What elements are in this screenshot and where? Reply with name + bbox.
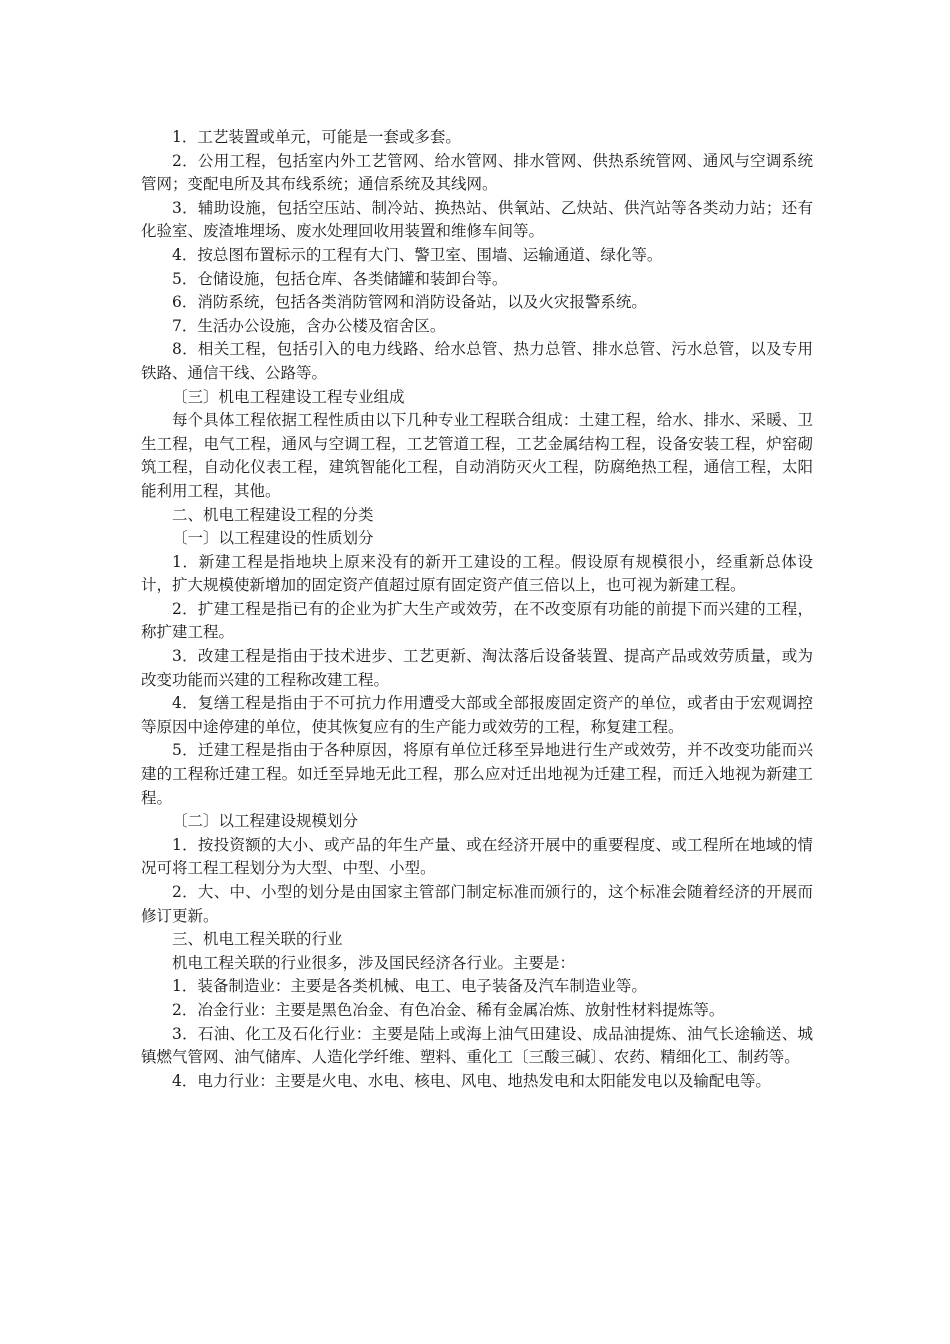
paragraph: 1．按投资额的大小、或产品的年生产量、或在经济开展中的重要程度、或工程所在地域的情况可将工程工程划分为大型、中型、小型。 [141, 835, 813, 878]
section-heading: 〔二〕以工程建设规模划分 [172, 812, 359, 831]
paragraph: 每个具体工程依据工程性质由以下几种专业工程联合组成：土建工程，给水、排水、采暖、卫生工程，电气工程，通风与空调工程，工艺管道工程，工艺金属结构工程，设备安装工程，炉窑砌筑工程，自动化仪表工程，建筑智能化工程，自动消防灭火工程，防腐绝热工程，通信工程，太阳能利用工程，其他。 [141, 411, 813, 500]
section-heading: 二、机电工程建设工程的分类 [172, 505, 374, 524]
paragraph: 4．按总图布置标示的工程有大门、警卫室、围墙、运输通道、绿化等。 [172, 245, 663, 264]
paragraph: 5．仓储设施，包括仓库、各类储罐和装卸台等。 [172, 269, 508, 288]
paragraph: 4．电力行业：主要是火电、水电、核电、风电、地热发电和太阳能发电以及输配电等。 [172, 1071, 771, 1090]
paragraph: 2．冶金行业：主要是黑色冶金、有色冶金、稀有金属冶炼、放射性材料提炼等。 [172, 1000, 725, 1019]
paragraph: 8．相关工程，包括引入的电力线路、给水总管、热力总管、排水总管、污水总管，以及专用铁路、通信干线、公路等。 [141, 340, 813, 382]
paragraph: 1．装备制造业：主要是各类机械、电工、电子装备及汽车制造业等。 [172, 977, 647, 996]
document-body [141, 126, 813, 1093]
paragraph: 6．消防系统，包括各类消防管网和消防设备站，以及火灾报警系统。 [172, 293, 647, 312]
paragraph: 2．公用工程，包括室内外工艺管网、给水管网、排水管网、供热系统管网、通风与空调系统管网；变配电所及其布线系统；通信系统及其线网。 [141, 151, 813, 194]
paragraph: 3．改建工程是指由于技术进步、工艺更新、淘汰落后设备装置、提高产品或效劳质量，或为改变功能而兴建的工程称改建工程。 [141, 647, 813, 689]
section-heading: 三、机电工程关联的行业 [172, 930, 343, 949]
paragraph: 2．大、中、小型的划分是由国家主管部门制定标准而颁行的，这个标准会随着经济的开展而修订更新。 [141, 883, 813, 925]
paragraph: 5．迁建工程是指由于各种原因，将原有单位迁移至异地进行生产或效劳，并不改变功能而兴建的工程称迁建工程。如迁至异地无此工程，那么应对迁出地视为迁建工程，而迁入地视为新建工程。 [141, 741, 813, 807]
section-heading: 〔一〕以工程建设的性质划分 [172, 529, 374, 548]
section-heading: 〔三〕机电工程建设工程专业组成 [172, 387, 405, 406]
paragraph: 1．新建工程是指地块上原来没有的新开工建设的工程。假设原有规模很小，经重新总体设计，扩大规模使新增加的固定资产值超过原有固定资产值三倍以上，也可视为新建工程。 [141, 552, 813, 595]
paragraph: 2．扩建工程是指已有的企业为扩大生产或效劳，在不改变原有功能的前提下而兴建的工程，称扩建工程。 [141, 599, 813, 642]
paragraph: 4．复缮工程是指由于不可抗力作用遭受大部或全部报废固定资产的单位，或者由于宏观调控等原因中途停建的单位，使其恢复应有的生产能力或效劳的工程，称复建工程。 [141, 694, 813, 736]
paragraph: 1．工艺装置或单元，可能是一套或多套。 [172, 128, 461, 146]
paragraph: 机电工程关联的行业很多，涉及国民经济各行业。主要是： [172, 953, 576, 972]
paragraph: 7．生活办公设施，含办公楼及宿舍区。 [172, 316, 446, 335]
paragraph: 3．石油、化工及石化行业：主要是陆上或海上油气田建设、成品油提炼、油气长途输送、城镇燃气管网、油气储库、人造化学纤维、塑料、重化工〔三酸三碱〕、农药、精细化工、制药等。 [141, 1024, 813, 1067]
paragraph: 3．辅助设施，包括空压站、制冷站、换热站、供氧站、乙炔站、供汽站等各类动力站；还有化验室、废渣堆埋场、废水处理回收用装置和维修车间等。 [141, 198, 813, 241]
